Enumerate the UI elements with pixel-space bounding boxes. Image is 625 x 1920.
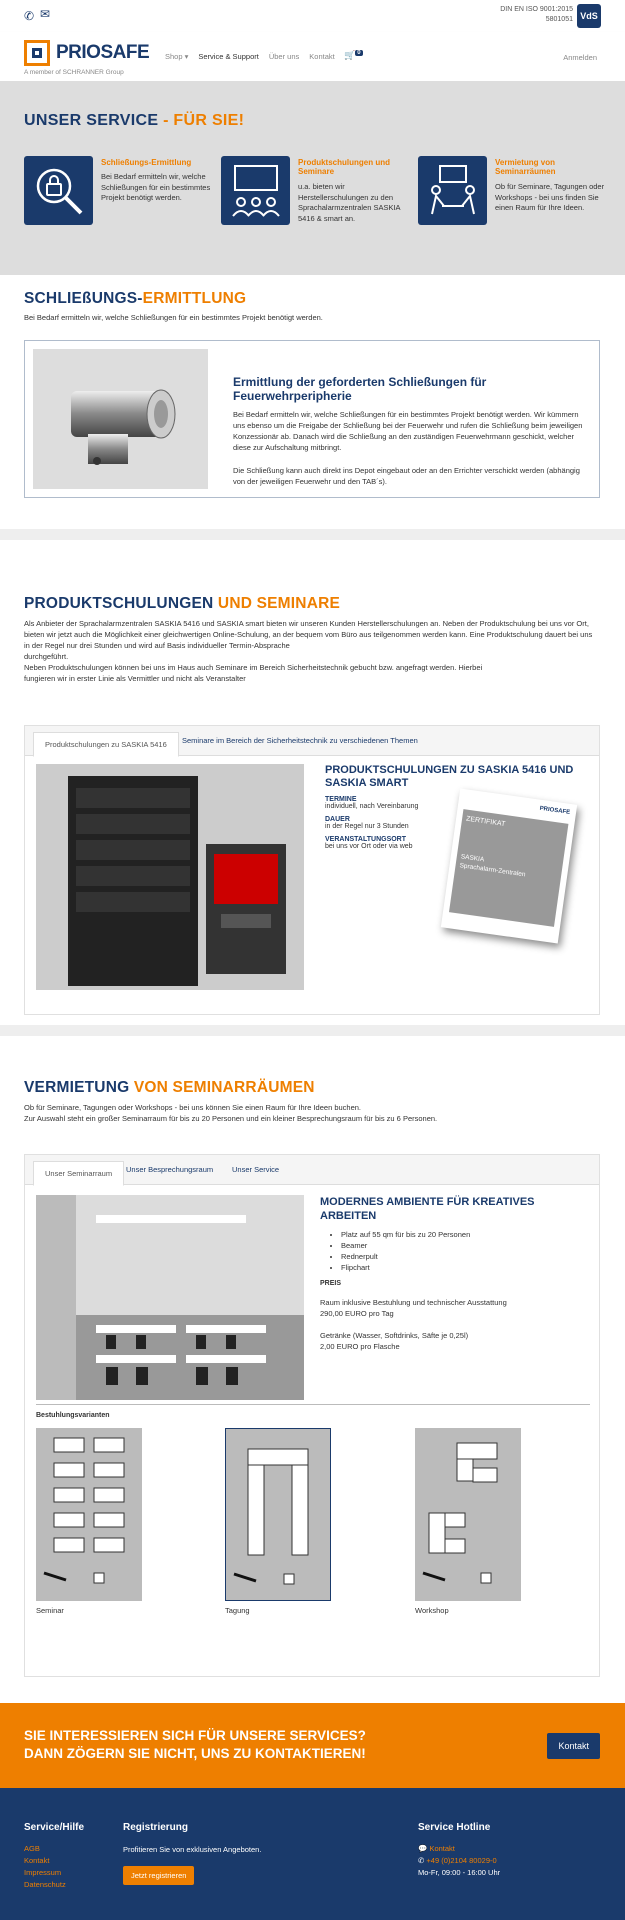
logo-mark [24,40,50,66]
layout-seminar-image[interactable] [36,1428,142,1601]
list-item: • Rednerpult [341,1251,470,1262]
service-item-title: Produktschulungen und Seminare [298,158,390,176]
detail-value: individuell, nach Vereinbarung [325,803,419,810]
lock-cylinder-image [33,349,208,489]
list-item: • Platz auf 55 qm für bis zu 20 Personen [341,1229,470,1240]
footer-hotline-title: Service Hotline [418,1822,491,1833]
tab-seminarraum[interactable]: Unser Seminarraum [33,1161,124,1186]
card-paragraph-1: Bei Bedarf ermitteln wir, welche Schließungen für ein bestimmtes Projekt benötigt werden. Wir kümmern uns ebenso um die Freigabe der Schließung bei der Feuerwehr und rufen die Schließung beim jeweiligen Konzessionär ab. Danach wird die Schließung an den zuständigen Feuerwehrmann geschickt, welcher diese zur Aufschaltung mitbringt. [233,410,583,452]
detail-label: DAUER [325,816,350,823]
schulung-card [24,725,600,1015]
price-label: PREIS [320,1280,342,1287]
tab-besprechungsraum[interactable]: Unser Besprechungsraum [126,1165,214,1174]
footer-phone-link[interactable]: ✆ +49 (0)2104 80029-0 [418,1856,497,1865]
certification-text [500,5,573,25]
section-intro: Bei Bedarf ermitteln wir, welche Schließungen für ein bestimmtes Projekt benötigt werden. [24,313,323,322]
certificate-subtitle-1: SASKIA [460,853,485,864]
nav-item-service[interactable]: Service & Support [198,52,259,61]
tab-seminare[interactable]: Seminare im Bereich der Sicherheitstechnik zu verschiedenen Themen [182,736,418,745]
schulung-details [325,796,445,856]
seminar-room-image [36,1195,304,1400]
list-item: • Flipchart [341,1262,470,1273]
footer-registration-text: Profitieren Sie von exklusiven Angeboten. [123,1845,262,1854]
contact-cta-banner [0,1703,625,1788]
list-item: • Beamer [341,1240,470,1251]
section-vermietung [0,1052,625,1692]
nav-item-contact[interactable]: Kontakt [309,52,335,61]
tab-saskia[interactable]: Produktschulungen zu SASKIA 5416 [33,732,179,757]
detail-value: in der Regel nur 3 Stunden [325,823,409,830]
main-navigation [0,32,625,82]
footer-link-agb[interactable]: AGB [24,1844,40,1853]
lock-search-icon [24,156,93,225]
certificate-brand: PRIOSAFE [539,805,571,816]
card-paragraph-2: Die Schließung kann auch direkt ins Depot eingebaut oder an den Errichter verschickt werden (abhängig von der jeweiligen Feuerwehr und den TAB´s). [233,466,580,486]
section-title: PRODUKTSCHULUNGEN UND SEMINARE [24,595,341,612]
layout-label: Tagung [225,1606,250,1615]
footer-contact-link[interactable]: 💬 Kontakt [418,1844,455,1853]
cart-icon: 🛒 [344,50,356,60]
cta-text: SIE INTERESSIEREN SICH FÜR UNSERE SERVICES? DANN ZÖGERN SIE NICHT, UNS ZU KONTAKTIEREN! [24,1728,366,1761]
section-divider [0,1025,625,1036]
vermietung-tabs [25,1155,599,1185]
footer [0,1788,625,1920]
footer-link-kontakt[interactable]: Kontakt [24,1856,50,1865]
register-button[interactable]: Jetzt registrieren [123,1866,194,1885]
seating-title: Bestuhlungsvarianten [36,1412,110,1419]
service-item-text: Ob für Seminare, Tagungen oder Workshops - bei uns finden Sie einen Raum für Ihre Ideen. [495,182,605,212]
logo-subline: A member of SCHRANNER Group [24,69,124,76]
vermietung-card [24,1154,600,1677]
service-item-title: Vermietung von Seminarräumen [495,158,556,176]
chat-icon: 💬 [418,1844,428,1853]
login-link[interactable]: Anmelden [563,53,597,62]
nav-item-about[interactable]: Über uns [268,52,300,61]
nav-menu [165,52,335,61]
footer-hotline-info [418,1843,500,1879]
schulung-tabs [25,726,599,756]
service-item-text: u.a. bieten wir Herstellerschulungen zu den Sprachalarmzentralen SASKIA 5416 & smart an. [298,182,401,223]
saskia-hardware-image [36,764,304,990]
card-title: MODERNES AMBIENTE FÜR KREATIVES ARBEITEN [320,1196,535,1222]
service-item-text: Bei Bedarf ermitteln wir, welche Schließungen für ein bestimmtes Projekt benötigt werden. [101,172,211,202]
section-title: SCHLIEßUNGS-ERMITTLUNG [24,290,247,307]
section-schulung [0,565,625,1035]
section-title: VERMIETUNG VON SEMINARRÄUMEN [24,1079,315,1096]
section-intro: Als Anbieter der Sprachalarmzentralen SASKIA 5416 und SASKIA smart bieten wir unseren Kunden Herstellerschulungen an. Neben der Produktschulung bei uns vor Ort, bieten wir jetzt auch die Möglichkeit einer gleichwertigen Online-Schulung, an der bequem vom Büro aus teilgenommen werden kann. Eine Produktschulung dauert bei uns in der Regel nur drei Stunden und wird auf Basis individueller Termin-Absprache durchgeführt. Neben Produktschulungen können bei uns im Haus auch Seminare im Bereich Sicherheitstechnik gebucht bzw. angefragt werden. Hierbei fungieren wir in erster Linie als Vermittler und nicht als Veranstalter [24,619,593,683]
mail-icon[interactable]: ✉ [40,7,51,21]
footer-registration-title: Registrierung [123,1822,189,1833]
certificate-title: ZERTIFIKAT [465,815,506,829]
detail-value: bei uns vor Ort oder via web [325,843,413,850]
section-intro: Ob für Seminare, Tagungen oder Workshops - bei uns können Sie einen Raum für Ihre Ideen buchen. Zur Auswahl steht ein großer Seminarraum für bis zu 20 Personen und ein kleiner Besprechungsraum für bis zu 6 Personen. [24,1103,438,1123]
section-divider [0,529,625,540]
contact-button[interactable]: Kontakt [547,1733,600,1759]
tab-service[interactable]: Unser Service [232,1165,280,1174]
card-title: PRODUKTSCHULUNGEN ZU SASKIA 5416 UND SASKIA SMART [325,764,574,789]
footer-link-impressum[interactable]: Impressum [24,1868,62,1877]
detail-label: TERMINE [325,796,357,803]
logo-name: PRIOSAFE [56,42,150,63]
layout-tagung-image[interactable] [225,1428,331,1601]
layout-workshop-image[interactable] [415,1428,521,1601]
divider [36,1404,590,1405]
footer-link-datenschutz[interactable]: Datenschutz [24,1880,66,1889]
schliessung-card [24,340,600,498]
vds-logo: VdS [577,4,601,28]
detail-label: VERANSTALTUNGSORT [325,836,407,843]
card-title: Ermittlung der geforderten Schließungen für Feuerwehrperipherie [233,375,487,403]
presentation-icon [221,156,290,225]
priosafe-logo[interactable] [24,40,150,78]
cert-line-2: 5801051 [545,16,573,23]
phone-icon[interactable]: ✆ [24,9,35,23]
certificate-image [441,788,577,943]
footer-hours: Mo-Fr, 09:00 - 16:00 Uhr [418,1868,501,1877]
top-bar [0,0,625,32]
section-schliessung [0,275,625,545]
price-room: Raum inklusive Bestuhlung und technischer Ausstattung 290,00 EURO pro Tag [320,1298,507,1318]
footer-service-title: Service/Hilfe [24,1822,85,1833]
phone-icon: ✆ [418,1856,425,1865]
cart-button[interactable] [344,50,363,61]
cert-line-1: DIN EN ISO 9001:2015 [500,6,573,13]
service-title: UNSER SERVICE - FÜR SIE! [24,112,245,129]
service-item-title: Schließungs-Ermittlung [101,158,192,167]
certificate-subtitle-2: Sprachalarm-Zentralen [459,862,526,879]
nav-item-shop[interactable]: Shop ▾ [165,52,189,61]
room-features-list [341,1229,470,1273]
meeting-icon [418,156,487,225]
service-overview [0,82,625,275]
layout-label: Workshop [415,1606,449,1615]
cart-count: 0 [357,50,361,56]
price-drinks: Getränke (Wasser, Softdrinks, Säfte je 0,25l) 2,00 EURO pro Flasche [320,1331,469,1351]
footer-service-links [24,1843,66,1891]
layout-label: Seminar [36,1606,64,1615]
